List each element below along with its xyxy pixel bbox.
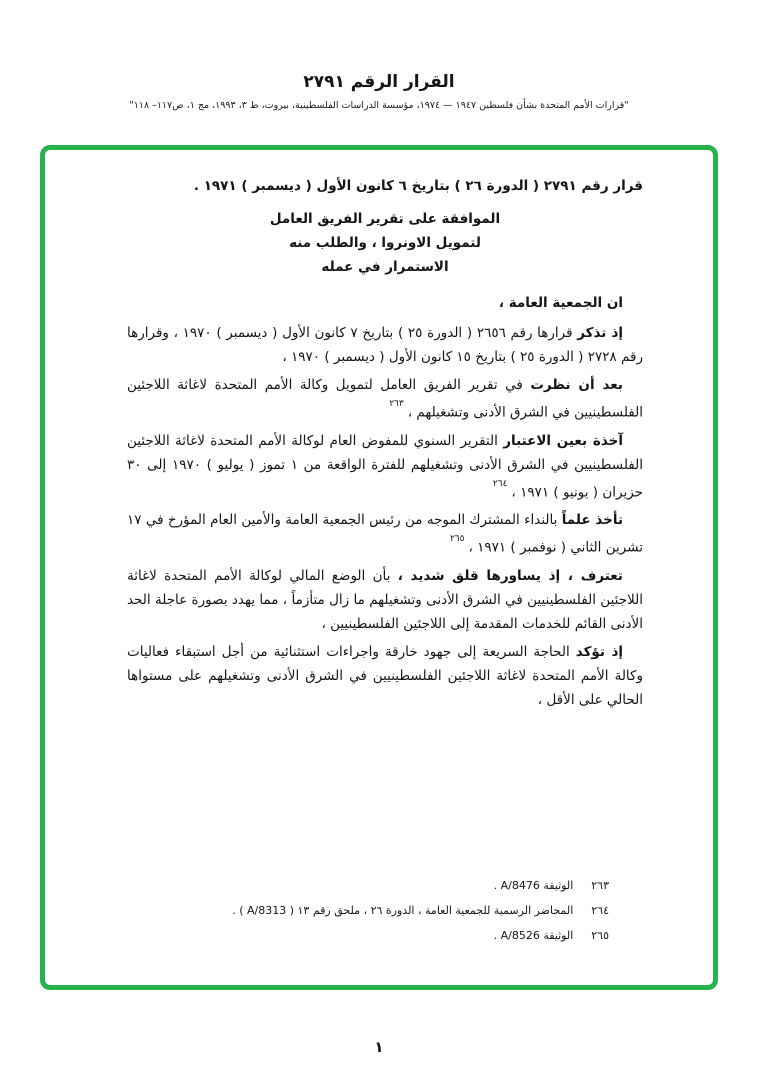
- footnote-number: ٢٦٣: [591, 879, 609, 892]
- paragraph-lead: آخذة بعين الاعتبار: [503, 432, 623, 449]
- document-frame: [40, 145, 718, 990]
- footnote-number: ٢٦٤: [591, 904, 609, 917]
- paragraph-noting-appeal: [127, 508, 643, 560]
- resolution-opening: قرار رقم ٢٧٩١ ( الدورة ٢٦ ) بتاريخ ٦ كانون الأول ( ديسمبر ) ١٩٧١ .: [193, 178, 643, 194]
- paragraph-text: بأن الوضع المالي لوكالة الأمم المتحدة لاغاثة اللاجئين الفلسطينيين في الشرق الأدنى وتشغيلهم ما زال متأزماً ، مما يهدد بصورة عاجلة الحد الأدنى القائم للخدمات المقدمة إلى اللاجئين الفلسطينيين ،: [127, 567, 643, 632]
- footnote-ref: ٢٦٣: [389, 399, 404, 409]
- paragraph-recognizing: [127, 564, 643, 636]
- paragraph-text: الحاجة السريعة إلى جهود خارقة واجراءات استثنائية من أجل استبقاء فعاليات وكالة الأمم المتحدة لاغاثة اللاجئين الفلسطينيين في الشرق الأدنى وتشغيلهم على مستواها الحالي على الأقل ،: [127, 643, 643, 708]
- document-body: [127, 174, 643, 716]
- heading-line: لتمويل الاونروا ، والطلب منه: [289, 235, 481, 251]
- footnote-number: ٢٦٥: [591, 929, 609, 942]
- document-title: القرار الرقم ٢٧٩١: [303, 72, 455, 92]
- paragraph-lead: تأخذ علماً: [561, 512, 624, 528]
- page-header: [0, 72, 758, 111]
- heading-line: الموافقة على تقرير الفريق العامل: [269, 211, 501, 227]
- salutation: ان الجمعية العامة ،: [498, 295, 623, 311]
- source-citation: "قرارات الأمم المتحدة بشأن فلسطين ١٩٤٧ — ١٩٧٤، مؤسسة الدراسات الفلسطينية، بيروت، ط ٣، ١٩٩٣، مج ١، ص١١٧– ١١٨": [129, 100, 629, 111]
- paragraph-lead: إذ تؤكد: [575, 643, 623, 660]
- page-number: ١: [374, 1038, 384, 1056]
- paragraph-lead: تعترف ، إذ يساورها قلق شديد ،: [397, 567, 623, 584]
- resolution-heading: [127, 207, 643, 279]
- paragraph-text: التقرير السنوي للمفوض العام لوكالة الأمم المتحدة لاغاثة اللاجئين الفلسطينيين في الشرق الأدنى وتشغيلهم للفترة الواقعة من ١ تموز ( يوليو ) ١٩٧٠ إلى ٣٠ حزيران ( يونيو ) ١٩٧١ ،: [127, 432, 643, 500]
- footnote-row: [127, 876, 609, 895]
- paragraph-having-considered: [127, 373, 643, 425]
- footnote-row: [127, 926, 609, 945]
- paragraph-text: قرارها رقم ٢٦٥٦ ( الدورة ٢٥ ) بتاريخ ٧ كانون الأول ( ديسمبر ) ١٩٧٠ ، وقرارها رقم ٢٧٢٨ ( الدورة ٢٥ ) بتاريخ ١٥ كانون الأول ( ديسمبر ) ١٩٧٠ ،: [127, 325, 643, 365]
- footnote-ref: ٢٦٤: [492, 478, 508, 489]
- footnote-text: المحاضر الرسمية للجمعية العامة ، الدورة ٢٦ ، ملحق رقم ١٣ ( A/8313 ) .: [232, 904, 574, 917]
- heading-line: الاستمرار في عمله: [321, 259, 449, 275]
- footnote-ref: ٢٦٥: [449, 534, 465, 544]
- footnote-text: الوثيقة A/8526 .: [493, 929, 574, 942]
- paragraph-lead: إذ تذكر: [577, 325, 623, 341]
- footnotes: [127, 876, 609, 945]
- paragraph-taking-into-account: [127, 429, 643, 505]
- paragraph-text: في تقرير الفريق العامل لتمويل وكالة الأمم المتحدة لاغاثة اللاجئين الفلسطينيين في الشرق الأدنى وتشغيلهم ،: [127, 377, 643, 421]
- paragraph-text: بالنداء المشترك الموجه من رئيس الجمعية العامة والأمين العام المؤرخ في ١٧ تشرين الثاني ( نوفمبر ) ١٩٧١ ،: [127, 512, 643, 556]
- footnote-text: الوثيقة A/8476 .: [493, 879, 574, 892]
- paragraph-lead: بعد أن نظرت: [530, 377, 623, 393]
- paragraph-emphasizing: [127, 640, 643, 712]
- footnote-row: [127, 901, 609, 920]
- paragraph-recalling: [127, 321, 643, 369]
